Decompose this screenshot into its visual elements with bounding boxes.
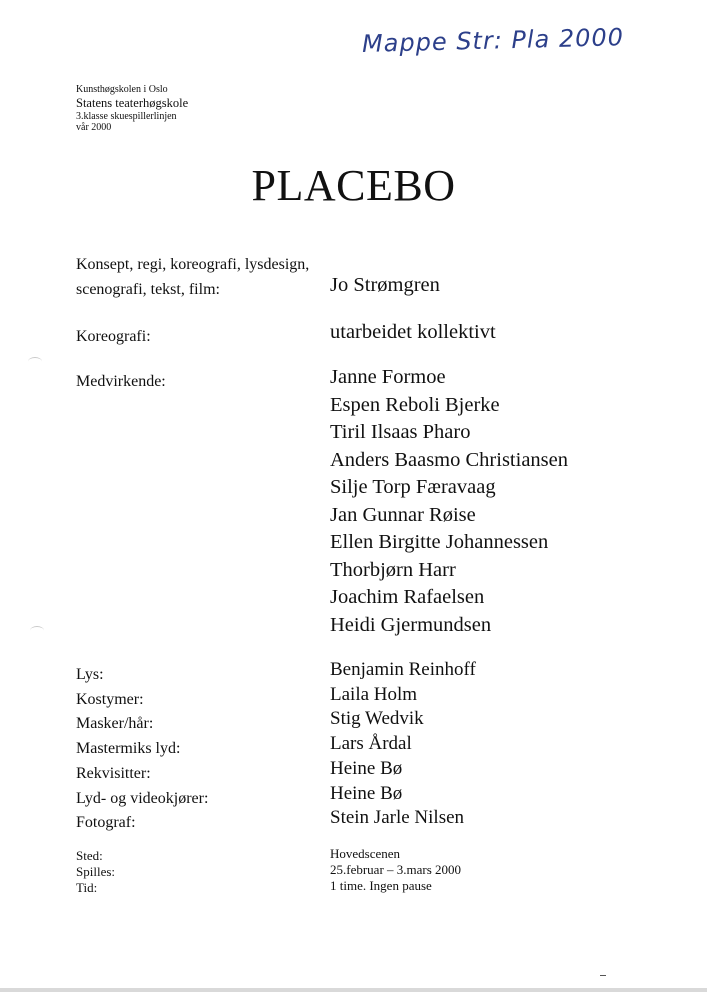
scan-mark bbox=[600, 975, 606, 976]
crew-name: Stig Wedvik bbox=[330, 708, 424, 730]
crew-name: Lars Årdal bbox=[330, 733, 412, 755]
term-label: vår 2000 bbox=[76, 122, 112, 133]
cast-label: Medvirkende: bbox=[76, 373, 166, 390]
concept-label-line1: Konsept, regi, koreografi, lysdesign, bbox=[76, 256, 310, 273]
choreography-value: utarbeidet kollektivt bbox=[330, 321, 496, 343]
dates-value: 25.februar – 3.mars 2000 bbox=[330, 862, 462, 877]
cast-member: Espen Reboli Bjerke bbox=[330, 393, 500, 416]
dates-label: Spilles: bbox=[76, 864, 116, 879]
cast-member: Joachim Rafaelsen bbox=[330, 586, 485, 608]
duration-label: Tid: bbox=[76, 880, 98, 895]
crew-names bbox=[330, 658, 476, 831]
crew-role: Lyd- og videokjører: bbox=[76, 789, 209, 807]
crew-role: Kostymer: bbox=[76, 690, 144, 708]
scan-bottom-edge bbox=[0, 988, 707, 992]
crew-roles bbox=[76, 663, 208, 836]
school-name: Kunsthøgskolen i Oslo bbox=[76, 84, 168, 95]
play-title: PLACEBO bbox=[251, 161, 456, 210]
cast-member: Heidi Gjermundsen bbox=[330, 613, 492, 636]
crew-name: Benjamin Reinhoff bbox=[330, 659, 476, 680]
institution-header bbox=[76, 84, 188, 134]
cast-member: Janne Formoe bbox=[330, 366, 446, 388]
program-name: 3.klasse skuespillerlinjen bbox=[76, 110, 177, 122]
cast-member: Anders Baasmo Christiansen bbox=[330, 448, 568, 471]
duration-value: 1 time. Ingen pause bbox=[330, 878, 432, 893]
venue-label: Sted: bbox=[76, 848, 103, 863]
handwritten-archive-note: Mappe Str: Pla 2000 bbox=[361, 23, 625, 58]
academy-name: Statens teaterhøgskole bbox=[76, 95, 189, 110]
crew-name: Heine Bø bbox=[330, 782, 403, 804]
crew-name: Heine Bø bbox=[330, 757, 403, 779]
cast-member: Silje Torp Færavaag bbox=[330, 476, 496, 498]
crew-name: Laila Holm bbox=[330, 683, 418, 705]
crew-role: Rekvisitter: bbox=[76, 764, 151, 782]
punch-hole-mark bbox=[30, 626, 44, 635]
punch-hole-mark bbox=[28, 357, 42, 366]
cast-member: Thorbjørn Harr bbox=[330, 558, 456, 581]
concept-value: Jo Strømgren bbox=[330, 274, 440, 296]
crew-name: Stein Jarle Nilsen bbox=[330, 807, 465, 829]
crew-role: Masker/hår: bbox=[76, 715, 154, 733]
crew-role: Lys: bbox=[76, 666, 104, 683]
cast-member: Ellen Birgitte Johannessen bbox=[330, 531, 549, 553]
performance-labels bbox=[76, 848, 115, 896]
crew-role: Mastermiks lyd: bbox=[76, 740, 181, 758]
choreography-label: Koreografi: bbox=[76, 328, 151, 345]
cast-member: Tiril Ilsaas Pharo bbox=[330, 421, 471, 443]
crew-role: Fotograf: bbox=[76, 814, 136, 832]
venue-value: Hovedscenen bbox=[330, 846, 401, 861]
cast-member: Jan Gunnar Røise bbox=[330, 503, 476, 526]
performance-values bbox=[330, 846, 461, 894]
cast-list bbox=[330, 364, 568, 639]
concept-label-line2: scenografi, tekst, film: bbox=[76, 281, 220, 298]
